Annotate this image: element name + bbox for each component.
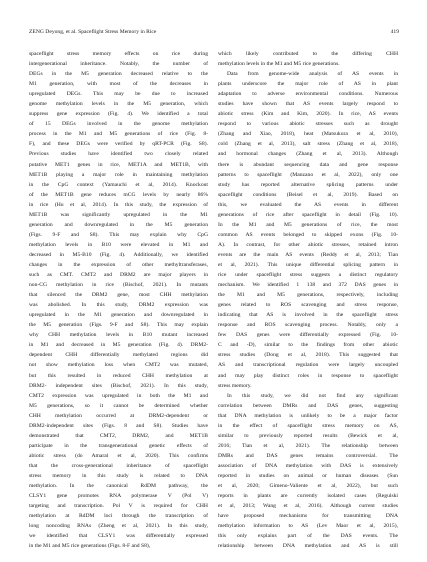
text-line: and hormonal changes (Zhang et al, 2013). Although: [218, 151, 398, 158]
text-line: genome methylation levels in the M5 generation, which: [29, 101, 208, 108]
text-line: methylation. In the canonical RdDM pathway, the: [29, 483, 208, 490]
text-line: that DNA methylation is unlikely to be a major factor: [218, 412, 398, 419]
text-line: spaceflight stress memory effects on rice during: [29, 51, 208, 57]
text-line: et al, 2013; Wang et al, 2016). Although current studies: [218, 503, 398, 510]
text-line: similar to previously reported results (Bewick et al,: [218, 432, 398, 439]
text-line: upregulated in the M1 generation and downregulated in: [29, 312, 208, 319]
text-line: M1 generation, with most of the decreases in: [29, 81, 208, 88]
text-line: few DAS genes were differentially expressed (Fig. 10-: [218, 332, 398, 339]
text-line: In this study, we did not find any significant: [227, 392, 398, 399]
text-line: et al, 2020; Gimeno-Valiente et al, 2022), but such: [218, 483, 398, 490]
text-line: F), and these DEGs were verified by qRT-PCR (Fig. S8).: [29, 141, 208, 148]
text-line: Data from genome-wide analysis of AS events in: [227, 71, 398, 78]
text-line: DRM2-independent sites (Figs. 8 and S8). Studies have: [29, 422, 208, 429]
text-line: reports in plants are currently isolated cases (Regulski: [218, 493, 398, 500]
text-line: M5 generations, so it cannot be determined whether: [29, 402, 208, 409]
text-line: study has reported alternative splicing patterns under: [218, 181, 398, 188]
text-line: intergenerational inheritance. Notably, the number of: [29, 61, 208, 68]
text-line: respond to various abiotic stresses such as drought: [218, 121, 398, 128]
text-line: methylation levels in B10 were elevated in M1 and: [29, 241, 208, 248]
text-line: suppress gene expression (Fig. 4). We identified a total: [29, 111, 208, 118]
right-text-column: [218, 49, 398, 551]
text-line: genes related to ROS scavenging and stress response,: [218, 302, 398, 309]
text-line: the M5 generation (Figs. 9-F and S8). This may explain: [29, 322, 208, 329]
text-line: AS and transcriptional regulation were largely uncoupled: [218, 362, 398, 369]
text-line: CHH methylation occurred at DRM2-dependent or: [29, 412, 208, 419]
text-line: In the M1 and M5 generations of rice, the most: [218, 221, 398, 228]
text-line: have proposed mechanisms for transmitting DNA: [218, 513, 398, 520]
left-text-column: [29, 49, 208, 551]
text-line: generations of rice after spaceflight in detail (Fig. 10).: [218, 211, 398, 218]
text-line: was abolished. In this study, DRM2 expression was: [29, 302, 208, 309]
page-number: 419: [390, 29, 399, 35]
text-line: why CHH methylation levels in B10 mutant increased: [29, 332, 208, 339]
text-line: reported in studies on animal or human diseases (Sun: [218, 472, 398, 479]
text-line: non-CG methylation in rice (Bischof, 2021). In mutants: [29, 282, 208, 289]
text-line: Previous studies have identified two closely related: [29, 151, 208, 158]
text-line: in the CpG context (Yamauchi et al, 2014). Knockout: [29, 181, 208, 188]
text-line: upregulated DEGs. This may be due to increased: [29, 91, 208, 98]
text-line: C and -D), similar to the findings from other abiotic: [218, 342, 398, 349]
text-line: CLSY1 gene promotes RNA polymerase V (Pol V): [29, 493, 208, 500]
text-line: common AS events belonged to skipped exons (Fig. 10-: [218, 231, 398, 238]
text-line: in the effect of spaceflight stress memory on AS,: [218, 422, 398, 429]
text-line: response and ROS scavenging process. Notably, only a: [218, 322, 398, 329]
text-line: of the MET1B gene reduces mCG levels by nearly 86%: [29, 191, 208, 198]
text-line: which likely contributed to the differing CHH: [218, 51, 398, 57]
text-line: generation and downregulated in the M5 generation: [29, 221, 208, 228]
text-line: this only explains part of the DAS events. The: [218, 533, 398, 540]
text-line: MET1B was significantly upregulated in the M1: [29, 211, 208, 218]
text-line: 2016; Tian et al, 2021). The relationship between: [218, 442, 398, 449]
text-line: DRM2- independent sites (Bischof, 2021). In this study,: [29, 382, 208, 389]
text-line: mechanism. We identified 1 138 and 372 DAS genes in: [218, 282, 398, 289]
text-line: rice under spaceflight stress suggests a distinct regulatory: [218, 272, 398, 279]
text-line: methylation information to AS (Lev Maor et al, 2015),: [218, 523, 398, 530]
text-line: stress memory.: [218, 382, 252, 389]
text-line: correlation between DMRs and DAS genes, suggesting: [218, 402, 398, 409]
text-line: studies have shown that AS events largely respond to: [218, 101, 398, 108]
text-line: process in the M1 and M5 generations of rice (Fig. 8-: [29, 131, 208, 138]
text-line: in M1 and decreased in M5 generation (Fig. 4). DRM2-: [29, 342, 208, 349]
text-line: that silenced the DRM2 gene, most CHH methylation: [29, 292, 208, 299]
text-line: such as CMT. CMT2 and DRM2 are major players in: [29, 272, 208, 279]
text-line: changes in the expression of other methyltransferases,: [29, 261, 208, 268]
text-line: of 15 DEGs involved in the genome methylation: [29, 121, 208, 128]
text-line: that the cross-generational inheritance of spaceflight: [29, 462, 208, 469]
text-line: methylation levels in the M1 and M5 rice generations.: [218, 61, 340, 68]
text-line: in the M1 and M5 rice generations (Figs. 8-F and S8),: [29, 543, 151, 550]
text-line: in rice (Hu et al, 2014). In this study, the expression of: [29, 201, 208, 208]
text-line: not show methylation loss when CMT2 was mutated,: [29, 362, 208, 369]
running-header: [29, 27, 399, 37]
text-line: dependent CHH differentially methylated regions did: [29, 352, 208, 359]
text-line: abiotic stress (do Amaral et al, 2020). This confirms: [29, 452, 208, 459]
text-line: indicating that AS is involved in the spaceflight stress: [218, 312, 398, 319]
text-line: we identified that CLSY1 was differentially expressed: [29, 533, 208, 540]
text-line: cold (Zhang et al, 2013), salt stress (Zhang et al, 2018),: [218, 141, 398, 148]
text-line: MET1B playing a major role in maintaining methylation: [29, 171, 208, 178]
text-line: spaceflight conditions (Beisel et al, 2019). Based on: [218, 191, 398, 198]
text-line: demonstrated that CMT2, DRM2, and MET1B: [29, 432, 208, 439]
text-line: and may play distinct roles in response to spaceflight: [218, 372, 398, 379]
text-line: et al, 2021). This unique differential splicing pattern in: [218, 261, 398, 268]
text-line: (Zhang and Xiao, 2018), heat (Matsukura et al, 2010),: [218, 131, 398, 138]
text-line: targeting and transcription. Pol V is required for CHH: [29, 503, 208, 510]
text-line: methylation at RdDM loci through the transcription of: [29, 513, 208, 520]
text-line: stress memory in this study is related to DNA: [29, 472, 208, 479]
text-line: DMRs and DAS genes remains controversial. The: [218, 452, 398, 459]
text-line: relationship between DNA methylation and AS is still: [218, 543, 398, 550]
text-line: the M1 and M5 generations, respectively, including: [218, 292, 398, 299]
text-line: this, we evaluated the AS events in different: [218, 201, 398, 208]
text-line: patterns to spaceflight (Manzano et al, 2022), only one: [218, 171, 398, 178]
text-line: long noncoding RNAs (Zheng et al, 2021). In this study,: [29, 523, 208, 530]
text-line: but this resulted in reduced CHH methylation at: [29, 372, 208, 379]
text-line: participate in the transgenerational genetic effects of: [29, 442, 208, 449]
text-line: abiotic stress (Kim and Kim, 2020). In rice, AS events: [218, 111, 398, 118]
text-line: (Figs. 9-F and S8). This may explain why CpG: [29, 231, 208, 238]
text-line: association of DNA methylation with DAS is extensively: [218, 462, 398, 469]
text-line: events are the main AS events (Reddy et al, 2013; Tian: [218, 251, 398, 258]
running-title: ZENG Deyong, et al. Spaceflight Stress Memory in Rice: [29, 29, 157, 35]
text-line: stress studies (Dong et al, 2018). This suggested that: [218, 352, 398, 359]
text-line: there is abundant sequencing data and gene response: [218, 161, 398, 168]
text-line: DEGs in the M5 generation decreased relative to the: [29, 71, 208, 78]
text-line: adaptation to adverse environmental conditions. Numerous: [218, 91, 398, 98]
text-line: CMT2 expression was upregulated in both the M1 and: [29, 392, 208, 399]
text-line: putative MET1 genes in rice, MET1A and MET1B, with: [29, 161, 208, 168]
text-line: plants underscore the major role of AS in plant: [218, 81, 398, 88]
text-line: A). In contrast, for other abiotic stresses, retained intron: [218, 241, 398, 248]
text-line: decreased in M5-B10 (Fig. 4). Additionally, we identified: [29, 251, 208, 258]
